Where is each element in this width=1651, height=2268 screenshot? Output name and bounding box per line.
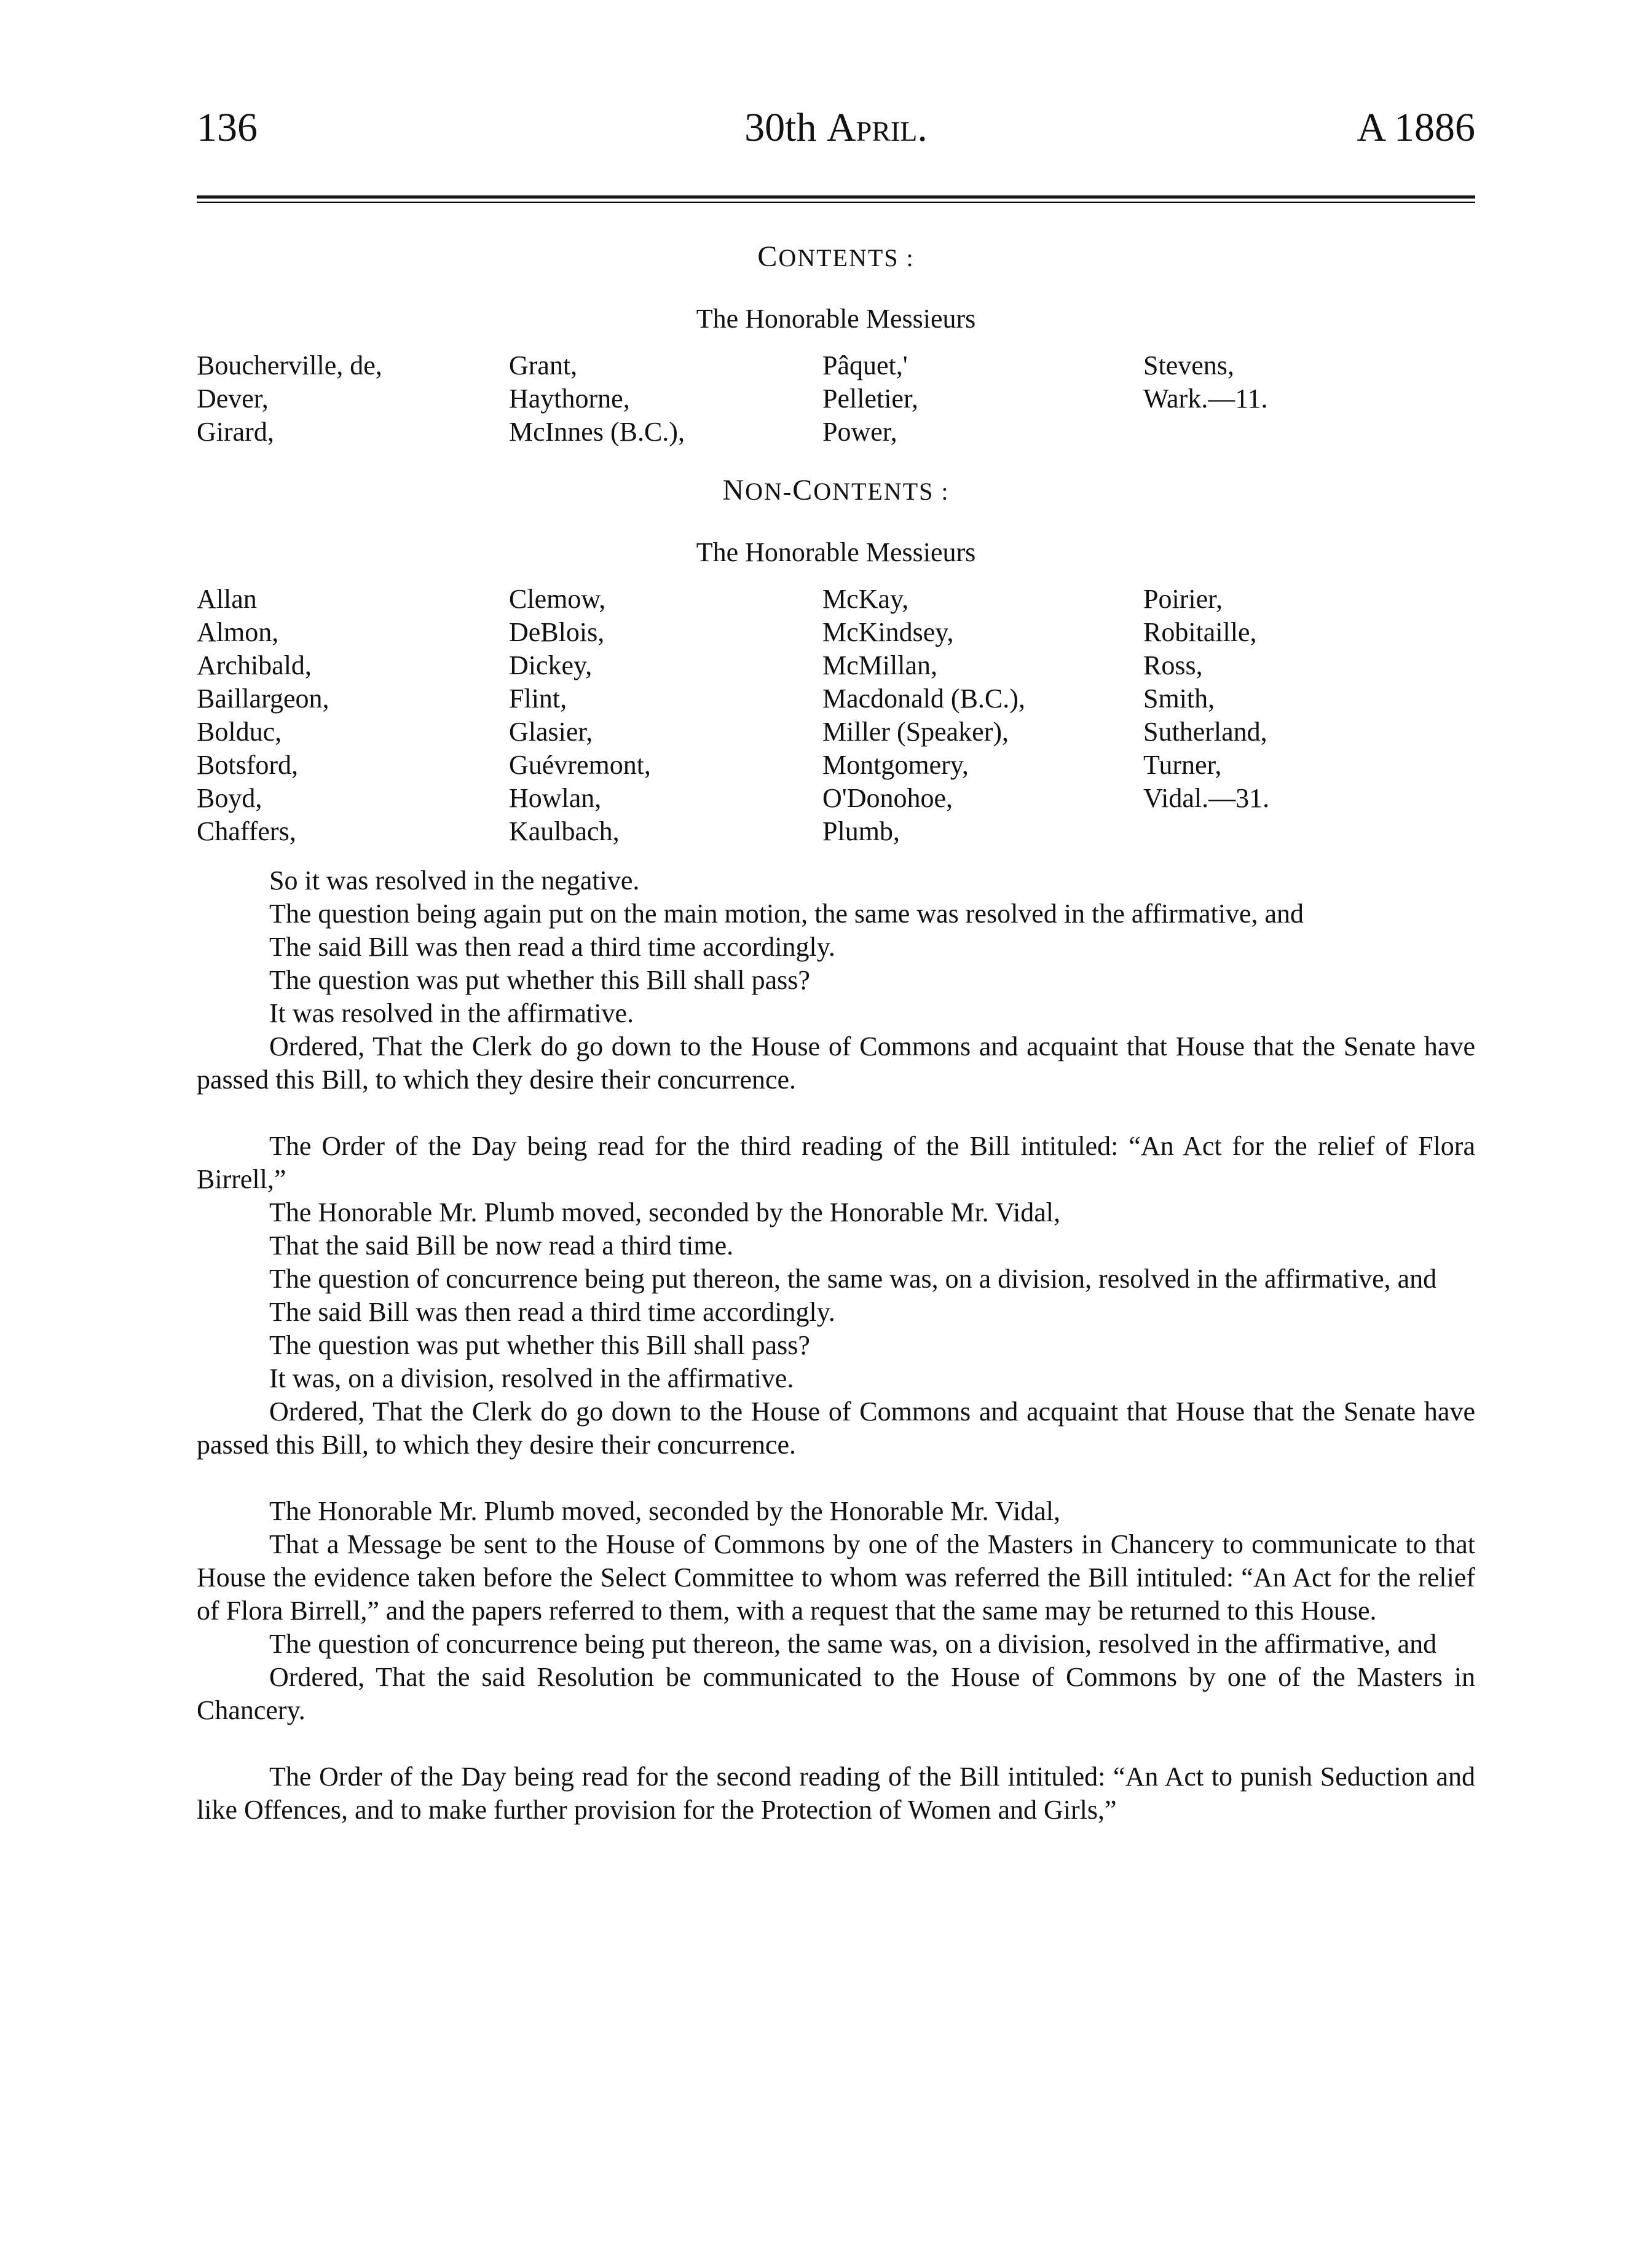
non-contents-heading-rest: ON-: [745, 478, 793, 505]
name-entry: Kaulbach,: [509, 816, 620, 846]
paragraph: The said Bill was then read a third time accordingly.: [269, 1297, 835, 1327]
name-entry: Clemow,: [509, 584, 606, 614]
name-entry: Guévremont,: [509, 750, 651, 780]
paragraph: Ordered, That the Clerk do go down to the House of Commons and acquaint that House that the Senate have passed this Bill, to which they desire their concurrence.: [197, 1396, 1475, 1460]
journal-page: [197, 104, 1475, 1827]
name-entry: Miller (Speaker),: [822, 717, 1009, 747]
contents-subheading: The Honorable Messieurs: [696, 304, 976, 334]
date-month: April.: [826, 105, 928, 150]
paragraph: Ordered, That the Clerk do go down to the House of Commons and acquaint that House that the Senate have passed this Bill, to which they desire their concurrence.: [197, 1031, 1475, 1095]
name-entry: DeBlois,: [509, 617, 605, 647]
non-contents-heading: [197, 473, 1475, 507]
paragraph: The Honorable Mr. Plumb moved, seconded by the Honorable Mr. Vidal,: [269, 1197, 1060, 1227]
name-entry: Wark.—11.: [1143, 384, 1268, 414]
name-entry: Pelletier,: [822, 384, 918, 414]
name-entry: Boyd,: [197, 783, 262, 813]
name-entry: McMillan,: [822, 650, 937, 680]
name-entry: Haythorne,: [509, 384, 630, 414]
paragraph: The question was put whether this Bill shall pass?: [269, 965, 810, 995]
name-entry: Plumb,: [822, 816, 900, 846]
page-year: [1357, 104, 1475, 151]
header-rule-thin: [197, 202, 1475, 203]
name-entry: Almon,: [197, 617, 279, 647]
date-day: 30th: [744, 105, 817, 150]
header-rule-thick: [197, 195, 1475, 199]
name-entry: Montgomery,: [822, 750, 969, 780]
paragraph: The Order of the Day being read for the second reading of the Bill intituled: “An Act to punish Seduction and like Offences, and to make further provision for the Protection of Women and Girls,”: [197, 1762, 1475, 1825]
contents-column-4: [1143, 349, 1475, 449]
name-entry: Pâquet,': [822, 350, 908, 380]
name-entry: Robitaille,: [1143, 617, 1257, 647]
paragraph: The question was put whether this Bill shall pass?: [269, 1330, 810, 1360]
non-contents-column-1: [197, 583, 509, 848]
paragraph: The Honorable Mr. Plumb moved, seconded by the Honorable Mr. Vidal,: [269, 1496, 1060, 1526]
non-contents-heading-initial: N: [722, 474, 746, 506]
year-prefix: A: [1357, 105, 1384, 150]
contents-column-1: [197, 349, 509, 449]
non-contents-subheading: The Honorable Messieurs: [696, 537, 976, 567]
non-contents-name-list: [197, 583, 1475, 848]
contents-name-list: [197, 349, 1475, 449]
name-entry: McKindsey,: [822, 617, 954, 647]
paragraph: So it was resolved in the negative.: [269, 865, 640, 896]
name-entry: Sutherland,: [1143, 717, 1267, 747]
contents-column-2: [509, 349, 822, 449]
name-entry: Poirier,: [1143, 584, 1223, 614]
name-entry: Howlan,: [509, 783, 602, 813]
name-entry: Vidal.—31.: [1143, 783, 1270, 813]
name-entry: Glasier,: [509, 717, 593, 747]
name-entry: Turner,: [1143, 750, 1222, 780]
paragraph: The question of concurrence being put thereon, the same was, on a division, resolved in the affirmative, and: [269, 1264, 1437, 1294]
name-entry: Macdonald (B.C.),: [822, 683, 1025, 714]
name-entry: Baillargeon,: [197, 683, 329, 714]
page-number: 136: [197, 105, 258, 150]
name-entry: O'Donohoe,: [822, 783, 953, 813]
name-entry: McKay,: [822, 584, 909, 614]
name-entry: Ross,: [1143, 650, 1203, 680]
name-entry: Grant,: [509, 350, 578, 380]
non-contents-column-4: [1143, 583, 1475, 848]
name-entry: Botsford,: [197, 750, 298, 780]
name-entry: Bolduc,: [197, 717, 282, 747]
non-contents-column-3: [822, 583, 1143, 848]
paragraph: The question of concurrence being put thereon, the same was, on a division, resolved in the affirmative, and: [269, 1629, 1437, 1659]
name-entry: Allan: [197, 584, 257, 614]
page-header: [197, 104, 1475, 172]
non-contents-heading-rest-2: ONTENTS :: [813, 478, 950, 505]
contents-column-3: [822, 349, 1143, 449]
contents-heading-rest: ONTENTS :: [778, 244, 915, 272]
paragraph: It was, on a division, resolved in the affirmative.: [269, 1363, 794, 1393]
paragraph: The question being again put on the main motion, the same was resolved in the affirmative, and: [269, 899, 1304, 929]
name-entry: Flint,: [509, 683, 567, 714]
name-entry: Dever,: [197, 384, 269, 414]
paragraph: It was resolved in the affirmative.: [269, 998, 634, 1028]
name-entry: Chaffers,: [197, 816, 296, 846]
page-date: [197, 104, 1475, 151]
name-entry: Boucherville, de,: [197, 350, 382, 380]
paragraph: Ordered, That the said Resolution be communicated to the House of Commons by one of the Masters in Chancery.: [197, 1662, 1475, 1725]
name-entry: Power,: [822, 417, 897, 447]
proceedings-text: [197, 864, 1475, 1827]
paragraph: The Order of the Day being read for the third reading of the Bill intituled: “An Act for the relief of Flora Birrell,”: [197, 1131, 1475, 1194]
non-contents-column-2: [509, 583, 822, 848]
paragraph: That a Message be sent to the House of Commons by one of the Masters in Chancery to communicate to that House the evidence taken before the Select Committee to whom was referred the Bill intituled: “An Act for the relief of Flora Birrell,” and the papers referred to them, with a request that the same may be returned to this House.: [197, 1529, 1475, 1626]
name-entry: Smith,: [1143, 683, 1215, 714]
name-entry: McInnes (B.C.),: [509, 417, 685, 447]
contents-heading-initial: C: [757, 240, 779, 273]
name-entry: Stevens,: [1143, 350, 1234, 380]
name-entry: Girard,: [197, 417, 274, 447]
year-value: 1886: [1394, 105, 1475, 150]
contents-heading: [197, 240, 1475, 274]
paragraph: The said Bill was then read a third time accordingly.: [269, 932, 835, 962]
non-contents-heading-initial-2: C: [792, 474, 814, 506]
name-entry: Dickey,: [509, 650, 593, 680]
paragraph: That the said Bill be now read a third time.: [269, 1230, 734, 1261]
name-entry: Archibald,: [197, 650, 312, 680]
